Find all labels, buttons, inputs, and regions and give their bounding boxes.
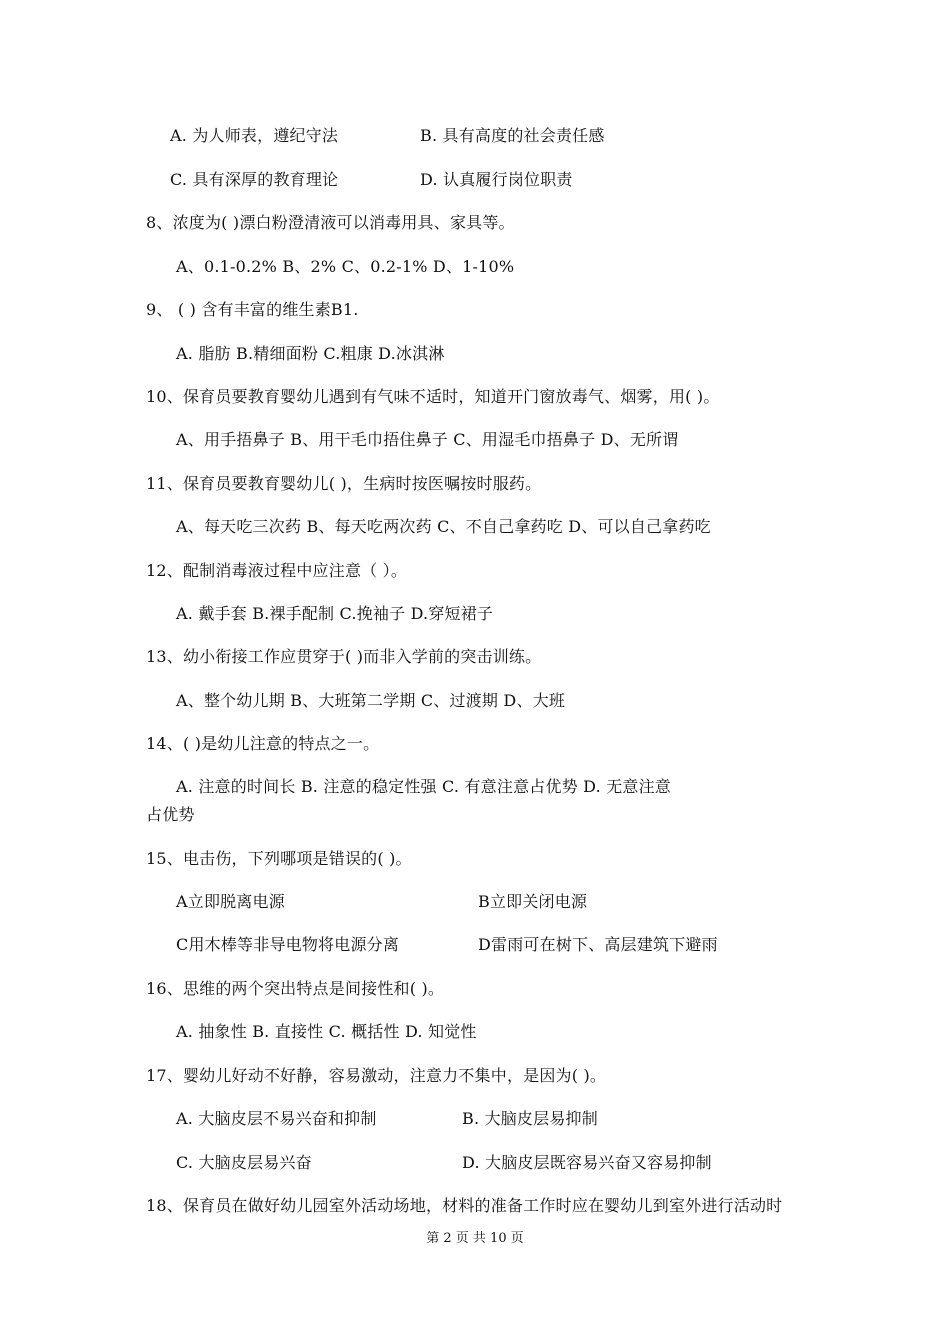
q15-option-a: A立即脱离电源 (176, 892, 285, 911)
question-15: 15、电击伤，下列哪项是错误的( )。 (146, 849, 412, 868)
question-16: 16、思维的两个突出特点是间接性和( )。 (146, 979, 445, 998)
page-number-footer: 第 2 页 共 10 页 (426, 1231, 524, 1246)
q7-option-c: C. 具有深厚的教育理论 (170, 170, 339, 189)
q15-option-c: C用木棒等非导电物将电源分离 (176, 935, 400, 954)
question-10: 10、保育员要教育婴幼儿遇到有气味不适时，知道开门窗放毒气、烟雾，用( )。 (146, 387, 720, 406)
question-14-options-continued: 占优势 (146, 805, 195, 824)
q17-option-b: B. 大脑皮层易抑制 (462, 1109, 598, 1128)
question-17: 17、婴幼儿好动不好静，容易激动，注意力不集中，是因为( )。 (146, 1066, 607, 1085)
question-13-options: A、整个幼儿期 B、大班第二学期 C、过渡期 D、大班 (176, 691, 566, 710)
question-9: 9、 ( ) 含有丰富的维生素B1. (146, 300, 359, 319)
question-10-options: A、用手捂鼻子 B、用干毛巾捂住鼻子 C、用湿毛巾捂鼻子 D、无所谓 (176, 430, 679, 449)
question-12-options: A. 戴手套 B.裸手配制 C.挽袖子 D.穿短裙子 (176, 604, 494, 623)
question-14: 14、( )是幼儿注意的特点之一。 (146, 734, 380, 753)
question-16-options: A. 抽象性 B. 直接性 C. 概括性 D. 知觉性 (176, 1022, 477, 1041)
question-12: 12、配制消毒液过程中应注意（ ）。 (146, 561, 408, 580)
question-9-options: A. 脂肪 B.精细面粉 C.粗康 D.冰淇淋 (176, 344, 445, 363)
question-13: 13、幼小衔接工作应贯穿于( )而非入学前的突击训练。 (146, 647, 542, 666)
q7-option-d: D. 认真履行岗位职责 (420, 170, 573, 189)
q7-option-a: A. 为人师表，遵纪守法 (170, 126, 339, 145)
question-18: 18、保育员在做好幼儿园室外活动场地，材料的准备工作时应在婴幼儿到室外进行活动时 (146, 1196, 783, 1215)
q17-option-a: A. 大脑皮层不易兴奋和抑制 (176, 1109, 377, 1128)
q15-option-b: B立即关闭电源 (478, 892, 588, 911)
question-8: 8、浓度为( )漂白粉澄清液可以消毒用具、家具等。 (146, 213, 515, 232)
question-11: 11、保育员要教育婴幼儿( )，生病时按医嘱按时服药。 (146, 474, 542, 493)
q15-option-d: D雷雨可在树下、高层建筑下避雨 (478, 935, 718, 954)
question-14-options: A. 注意的时间长 B. 注意的稳定性强 C. 有意注意占优势 D. 无意注意 (176, 777, 671, 796)
question-8-options: A、0.1-0.2% B、2% C、0.2-1% D、1-10% (176, 257, 515, 276)
q17-option-d: D. 大脑皮层既容易兴奋又容易抑制 (462, 1153, 712, 1172)
question-11-options: A、每天吃三次药 B、每天吃两次药 C、不自己拿药吃 D、可以自己拿药吃 (176, 517, 711, 536)
q17-option-c: C. 大脑皮层易兴奋 (176, 1153, 312, 1172)
q7-option-b: B. 具有高度的社会责任感 (420, 126, 605, 145)
